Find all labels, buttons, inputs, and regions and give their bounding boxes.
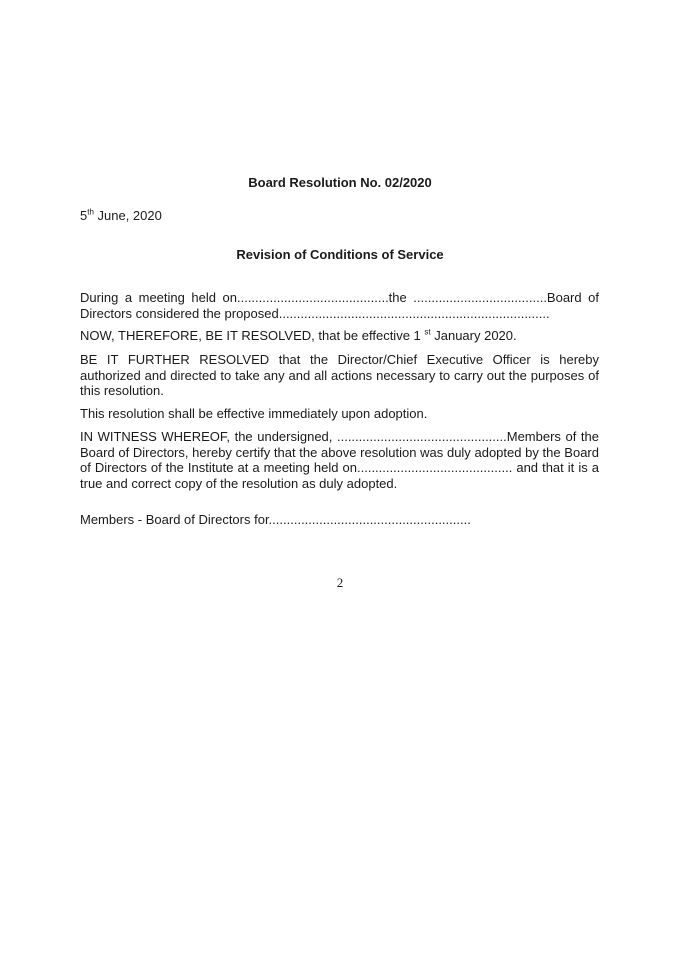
witness-paragraph: IN WITNESS WHEREOF, the undersigned, ...............................................Members of the Board of Directors, hereby certify that the above resolution was duly adopted by the Board of Directors of the Institute at a meeting held on........................................... and that it is a true and correct copy of the resolution as duly adopted. — [80, 429, 599, 491]
resolution-subtitle: Revision of Conditions of Service — [236, 247, 444, 262]
date-suffix: th — [87, 207, 94, 217]
page-number: 2 — [336, 575, 344, 590]
members-line: Members - Board of Directors for........................................................ — [80, 512, 471, 527]
date-day: 5 — [80, 208, 88, 223]
effective-paragraph: This resolution shall be effective immediately upon adoption. — [80, 406, 428, 421]
meeting-paragraph: During a meeting held on..........................................the .....................................Board of Directors considered the proposed........................................................................... — [80, 290, 599, 321]
resolved-suffix: st — [424, 327, 431, 337]
resolution-title: Board Resolution No. 02/2020 — [248, 175, 432, 190]
resolved-prefix: NOW, THEREFORE, BE IT RESOLVED, that be effective 1 — [80, 328, 425, 343]
resolution-date — [80, 208, 162, 223]
resolved-rest: January 2020. — [430, 328, 517, 343]
resolved-paragraph — [80, 328, 599, 344]
further-resolved-paragraph: BE IT FURTHER RESOLVED that the Director/Chief Executive Officer is hereby authorized and directed to take any and all actions necessary to carry out the purposes of this resolution. — [80, 352, 599, 398]
date-rest: June, 2020 — [93, 208, 162, 223]
